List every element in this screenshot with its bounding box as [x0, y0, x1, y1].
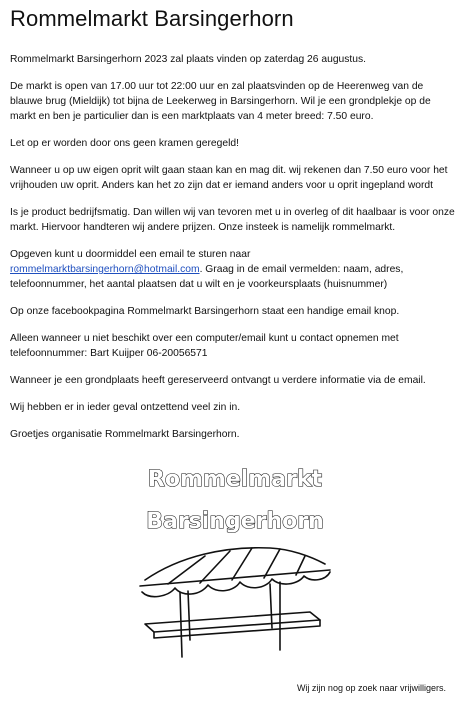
paragraph-greetings: Groetjes organisatie Rommelmarkt Barsingerhorn.: [10, 429, 240, 440]
paragraph-reservation: Wanneer je een grondplaats heeft gereserveerd ontvangt u verdere informatie via de email.: [10, 375, 426, 386]
paragraph-no-stalls: Let op er worden door ons geen kramen geregeld!: [10, 138, 239, 149]
paragraph-location: De markt is open van 17.00 uur tot 22:00 uur en zal plaatsvinden op de Heerenweg van de blauwe brug (Mieldijk) tot bijna de Leekerweg in Barsingerhorn. Wil je een grondplekje op de markt en ben je particulier dan is een marktplaats van 4 meter breed: 7.50 euro.: [10, 81, 431, 122]
signup-details: . Graag in de email vermelden: naam, adres, telefoonnummer, het aantal plaatsen dat u wilt en je voorkeursplaats (huisnummer): [10, 264, 404, 290]
logo-line-1: Rommelmarkt: [147, 467, 323, 492]
page-title: Rommelmarkt Barsingerhorn: [10, 6, 294, 31]
market-stall-logo: [120, 452, 350, 680]
paragraph-enthusiasm: Wij hebben er in ieder geval ontzettend veel zin in.: [10, 402, 241, 413]
paragraph-date: Rommelmarkt Barsingerhorn 2023 zal plaats vinden op zaterdag 26 augustus.: [10, 54, 367, 65]
email-link[interactable]: rommelmarktbarsingerhorn@hotmail.com: [10, 264, 200, 275]
paragraph-signup: [10, 247, 456, 292]
paragraph-business: Is je product bedrijfsmatig. Dan willen wij van tevoren met u in overleg of dit haalbaar is voor onze markt. Hiervoor handteren wij andere prijzen. Onze insteek is namelijk rommelmarkt.: [10, 207, 455, 233]
market-stall-icon: [140, 548, 330, 657]
flyer-body: [10, 52, 456, 454]
volunteers-note: Wij zijn nog op zoek naar vrijwilligers.: [296, 683, 446, 693]
paragraph-driveway: Wanneer u op uw eigen oprit wilt gaan staan kan en mag dit. wij rekenen dan 7.50 euro voor het vrijhouden uw oprit. Anders kan het zo zijn dat er iemand anders voor u oprit ingepland wordt: [10, 165, 448, 191]
paragraph-facebook: Op onze facebookpagina Rommelmarkt Barsingerhorn staat een handige email knop.: [10, 306, 400, 317]
signup-text: Opgeven kunt u doormiddel een email te sturen naar: [10, 249, 251, 260]
logo-line-2: Barsingerhorn: [146, 509, 324, 534]
paragraph-phone: Alleen wanneer u niet beschikt over een computer/email kunt u contact opnemen met telefoonnummer: Bart Kuijper 06-20056571: [10, 333, 399, 359]
